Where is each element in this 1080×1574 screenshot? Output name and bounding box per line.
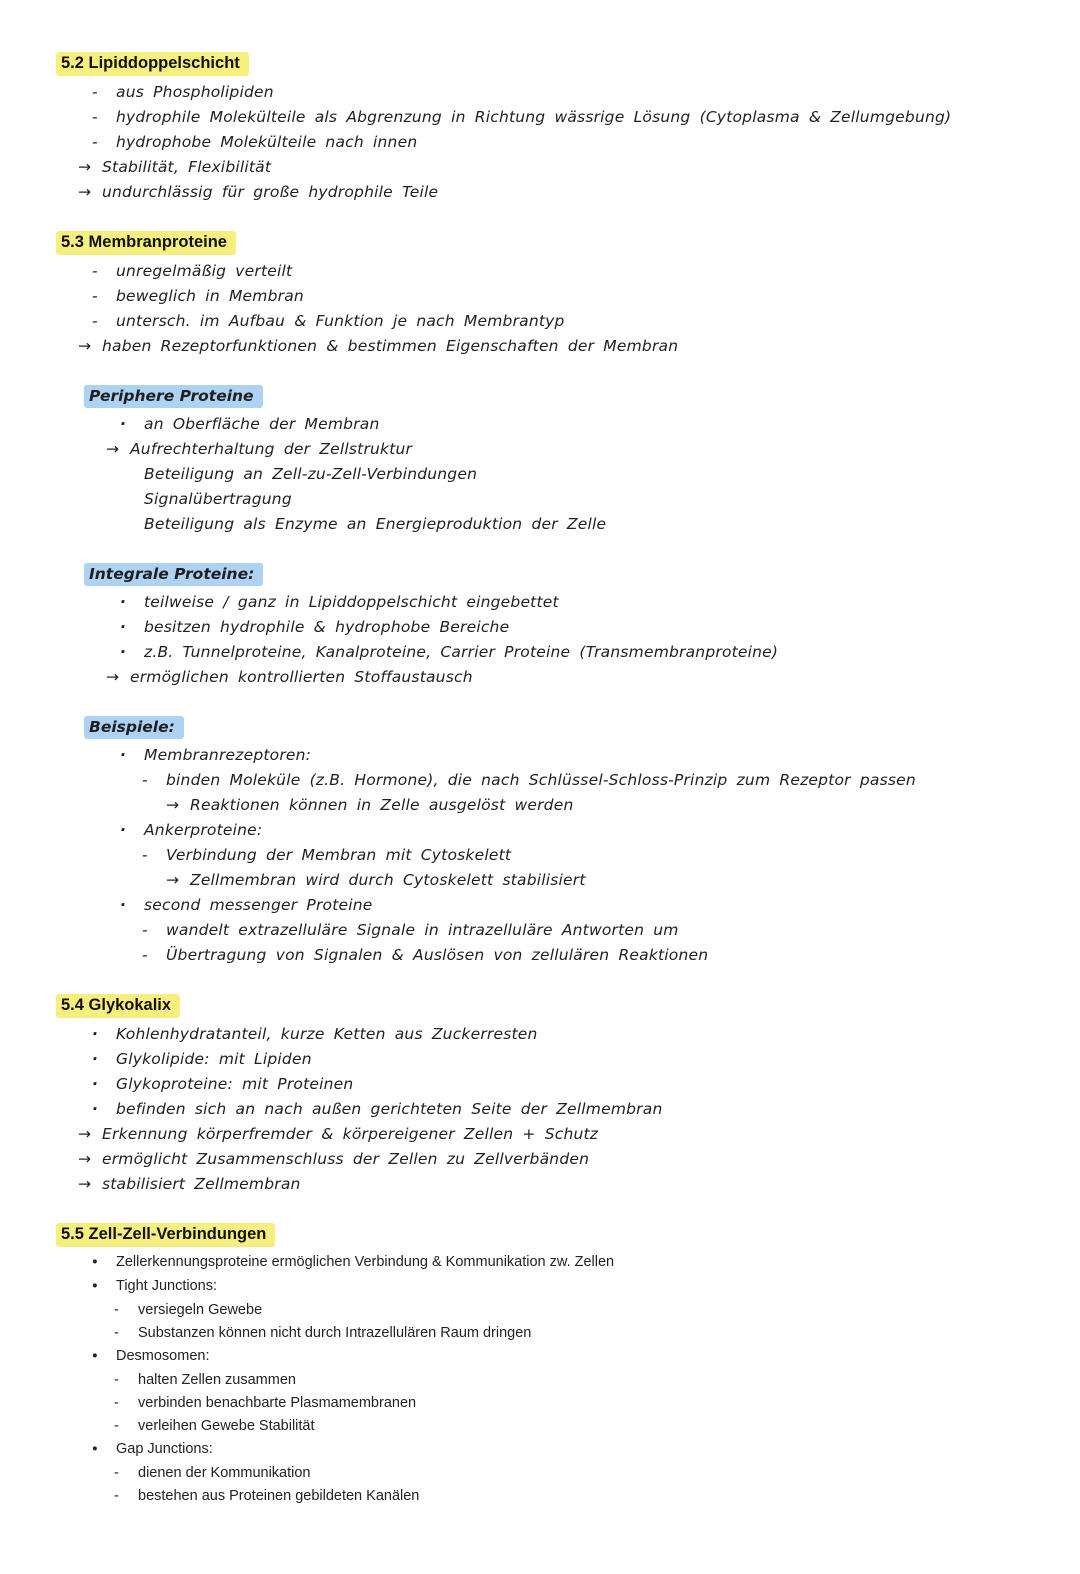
note-line bbox=[84, 743, 1022, 768]
note-text: Zellmembran wird durch Cytoskelett stabilisiert bbox=[190, 871, 586, 889]
subsection-title: Beispiele: bbox=[84, 716, 184, 739]
note-line bbox=[84, 412, 1022, 437]
list-marker: · bbox=[120, 618, 127, 636]
list-marker: - bbox=[114, 1372, 119, 1388]
note-text: z.B. Tunnelproteine, Kanalproteine, Carrier Proteine (Transmembranproteine) bbox=[144, 643, 779, 661]
note-line bbox=[56, 334, 1022, 359]
note-line bbox=[84, 768, 1022, 793]
note-line bbox=[56, 1122, 1022, 1147]
note-line bbox=[56, 1047, 1022, 1072]
note-text: Übertragung von Signalen & Auslösen von zellulären Reaktionen bbox=[166, 946, 709, 964]
note-text: Desmosomen: bbox=[116, 1348, 210, 1364]
list-marker: → bbox=[78, 1125, 92, 1143]
section-integrale-proteine bbox=[84, 563, 1022, 690]
note-line bbox=[56, 1072, 1022, 1097]
note-text: ermöglicht Zusammenschluss der Zellen zu Zellverbänden bbox=[102, 1150, 590, 1168]
list-marker: - bbox=[92, 108, 98, 126]
subsection-title: Integrale Proteine: bbox=[84, 563, 263, 586]
note-text: Ankerproteine: bbox=[144, 821, 263, 839]
note-text: besitzen hydrophile & hydrophobe Bereiche bbox=[144, 618, 510, 636]
note-line bbox=[56, 1462, 1022, 1485]
note-line bbox=[84, 943, 1022, 968]
note-line bbox=[84, 893, 1022, 918]
list-marker: ● bbox=[92, 1443, 98, 1454]
note-line bbox=[84, 818, 1022, 843]
list-marker: · bbox=[92, 1075, 99, 1093]
note-line bbox=[56, 259, 1022, 284]
note-line bbox=[56, 1022, 1022, 1047]
note-text: aus Phospholipiden bbox=[116, 83, 274, 101]
note-text: Glykolipide: mit Lipiden bbox=[116, 1050, 312, 1068]
section-periphere-proteine bbox=[84, 385, 1022, 537]
note-text: Zellerkennungsproteine ermöglichen Verbindung & Kommunikation zw. Zellen bbox=[116, 1254, 615, 1270]
section-heading-row bbox=[84, 385, 1022, 408]
note-line bbox=[56, 1322, 1022, 1345]
note-text: stabilisiert Zellmembran bbox=[102, 1175, 301, 1193]
note-text: haben Rezeptorfunktionen & bestimmen Eigenschaften der Membran bbox=[102, 337, 679, 355]
note-text: Gap Junctions: bbox=[116, 1441, 213, 1457]
note-line bbox=[56, 1485, 1022, 1508]
note-text: ermöglichen kontrollierten Stoffaustausch bbox=[130, 668, 473, 686]
note-text: Membranrezeptoren: bbox=[144, 746, 312, 764]
section-title: 5.2 Lipiddoppelschicht bbox=[56, 52, 249, 76]
section-heading-row bbox=[84, 716, 1022, 739]
note-line bbox=[84, 462, 1022, 487]
note-text: Kohlenhydratanteil, kurze Ketten aus Zuckerresten bbox=[116, 1025, 538, 1043]
list-marker: → bbox=[78, 183, 92, 201]
list-marker: ● bbox=[92, 1350, 98, 1361]
list-marker: - bbox=[92, 312, 98, 330]
note-line bbox=[84, 590, 1022, 615]
list-marker: - bbox=[92, 262, 98, 280]
note-line bbox=[56, 1147, 1022, 1172]
note-line bbox=[56, 130, 1022, 155]
list-marker: ● bbox=[92, 1280, 98, 1291]
note-line bbox=[56, 180, 1022, 205]
note-text: an Oberfläche der Membran bbox=[144, 415, 380, 433]
note-text: Signalübertragung bbox=[144, 490, 292, 508]
note-text: befinden sich an nach außen gerichteten Seite der Zellmembran bbox=[116, 1100, 663, 1118]
section-heading-row bbox=[56, 1223, 1022, 1247]
section-title: 5.4 Glykokalix bbox=[56, 994, 180, 1018]
list-marker: - bbox=[142, 771, 148, 789]
note-text: hydrophile Molekülteile als Abgrenzung in Richtung wässrige Lösung (Cytoplasma & Zellumgebung) bbox=[116, 108, 952, 126]
list-marker: - bbox=[114, 1395, 119, 1411]
list-marker: · bbox=[120, 746, 127, 764]
note-text: Stabilität, Flexibilität bbox=[102, 158, 272, 176]
section-5-2-lipiddoppelschicht bbox=[56, 52, 1022, 205]
subsection-title: Periphere Proteine bbox=[84, 385, 263, 408]
note-text: unregelmäßig verteilt bbox=[116, 262, 293, 280]
section-5-5-zell-zell-verbindungen bbox=[56, 1223, 1022, 1508]
note-text: Substanzen können nicht durch Intrazellulären Raum dringen bbox=[138, 1325, 532, 1341]
section-5-3-membranproteine bbox=[56, 231, 1022, 359]
note-line bbox=[56, 309, 1022, 334]
note-line bbox=[56, 1438, 1022, 1462]
note-line bbox=[56, 1415, 1022, 1438]
note-text: Beteiligung an Zell-zu-Zell-Verbindungen bbox=[144, 465, 478, 483]
section-5-4-glykokalix bbox=[56, 994, 1022, 1197]
note-line bbox=[56, 1275, 1022, 1299]
list-marker: - bbox=[114, 1418, 119, 1434]
section-heading-row bbox=[56, 52, 1022, 76]
note-line bbox=[56, 284, 1022, 309]
list-marker: → bbox=[166, 871, 180, 889]
list-marker: → bbox=[106, 440, 120, 458]
note-line bbox=[56, 1392, 1022, 1415]
note-text: verleihen Gewebe Stabilität bbox=[138, 1418, 315, 1434]
note-line bbox=[56, 1369, 1022, 1392]
section-title: 5.5 Zell-Zell-Verbindungen bbox=[56, 1223, 275, 1247]
note-line bbox=[56, 1172, 1022, 1197]
list-marker: · bbox=[120, 643, 127, 661]
note-line bbox=[84, 512, 1022, 537]
note-text: Erkennung körperfremder & körpereigener Zellen + Schutz bbox=[102, 1125, 599, 1143]
note-line bbox=[56, 1251, 1022, 1275]
note-line bbox=[84, 843, 1022, 868]
list-marker: - bbox=[142, 946, 148, 964]
list-marker: · bbox=[92, 1050, 99, 1068]
note-text: hydrophobe Molekülteile nach innen bbox=[116, 133, 418, 151]
list-marker: → bbox=[166, 796, 180, 814]
list-marker: - bbox=[92, 83, 98, 101]
note-text: undurchlässig für große hydrophile Teile bbox=[102, 183, 439, 201]
note-text: Verbindung der Membran mit Cytoskelett bbox=[166, 846, 512, 864]
note-line bbox=[56, 80, 1022, 105]
list-marker: · bbox=[120, 821, 127, 839]
note-line bbox=[84, 615, 1022, 640]
list-marker: - bbox=[114, 1465, 119, 1481]
note-text: beweglich in Membran bbox=[116, 287, 304, 305]
list-marker: - bbox=[114, 1325, 119, 1341]
list-marker: · bbox=[120, 593, 127, 611]
note-text: Tight Junctions: bbox=[116, 1278, 218, 1294]
list-marker: → bbox=[78, 337, 92, 355]
note-line bbox=[84, 868, 1022, 893]
section-beispiele bbox=[84, 716, 1022, 968]
note-text: bestehen aus Proteinen gebildeten Kanälen bbox=[138, 1488, 420, 1504]
note-text: Aufrechterhaltung der Zellstruktur bbox=[130, 440, 413, 458]
section-heading-row bbox=[84, 563, 1022, 586]
note-line bbox=[84, 640, 1022, 665]
section-title: 5.3 Membranproteine bbox=[56, 231, 236, 255]
note-line bbox=[84, 918, 1022, 943]
section-heading-row bbox=[56, 994, 1022, 1018]
note-line bbox=[56, 105, 1022, 130]
list-marker: → bbox=[78, 158, 92, 176]
note-line bbox=[84, 793, 1022, 818]
list-marker: - bbox=[142, 921, 148, 939]
note-text: teilweise / ganz in Lipiddoppelschicht eingebettet bbox=[144, 593, 559, 611]
note-text: Reaktionen können in Zelle ausgelöst werden bbox=[190, 796, 574, 814]
note-text: Beteiligung als Enzyme an Energieproduktion der Zelle bbox=[144, 515, 607, 533]
note-line bbox=[56, 155, 1022, 180]
list-marker: - bbox=[142, 846, 148, 864]
note-text: binden Moleküle (z.B. Hormone), die nach Schlüssel-Schloss-Prinzip zum Rezeptor passen bbox=[166, 771, 916, 789]
note-line bbox=[84, 487, 1022, 512]
note-text: Glykoproteine: mit Proteinen bbox=[116, 1075, 354, 1093]
note-text: untersch. im Aufbau & Funktion je nach Membrantyp bbox=[116, 312, 565, 330]
note-line bbox=[56, 1097, 1022, 1122]
list-marker: → bbox=[78, 1175, 92, 1193]
note-text: dienen der Kommunikation bbox=[138, 1465, 311, 1481]
note-line bbox=[56, 1299, 1022, 1322]
note-line bbox=[84, 665, 1022, 690]
list-marker: - bbox=[92, 133, 98, 151]
note-text: wandelt extrazelluläre Signale in intrazelluläre Antworten um bbox=[166, 921, 679, 939]
note-text: halten Zellen zusammen bbox=[138, 1372, 296, 1388]
section-heading-row bbox=[56, 231, 1022, 255]
list-marker: · bbox=[120, 415, 127, 433]
note-line bbox=[84, 437, 1022, 462]
note-text: second messenger Proteine bbox=[144, 896, 373, 914]
note-text: versiegeln Gewebe bbox=[138, 1302, 263, 1318]
list-marker: · bbox=[92, 1100, 99, 1118]
list-marker: - bbox=[92, 287, 98, 305]
note-text: verbinden benachbarte Plasmamembranen bbox=[138, 1395, 417, 1411]
list-marker: - bbox=[114, 1488, 119, 1504]
list-marker: → bbox=[106, 668, 120, 686]
list-marker: - bbox=[114, 1302, 119, 1318]
list-marker: · bbox=[120, 896, 127, 914]
note-line bbox=[56, 1345, 1022, 1369]
list-marker: ● bbox=[92, 1256, 98, 1267]
list-marker: · bbox=[92, 1025, 99, 1043]
list-marker: → bbox=[78, 1150, 92, 1168]
